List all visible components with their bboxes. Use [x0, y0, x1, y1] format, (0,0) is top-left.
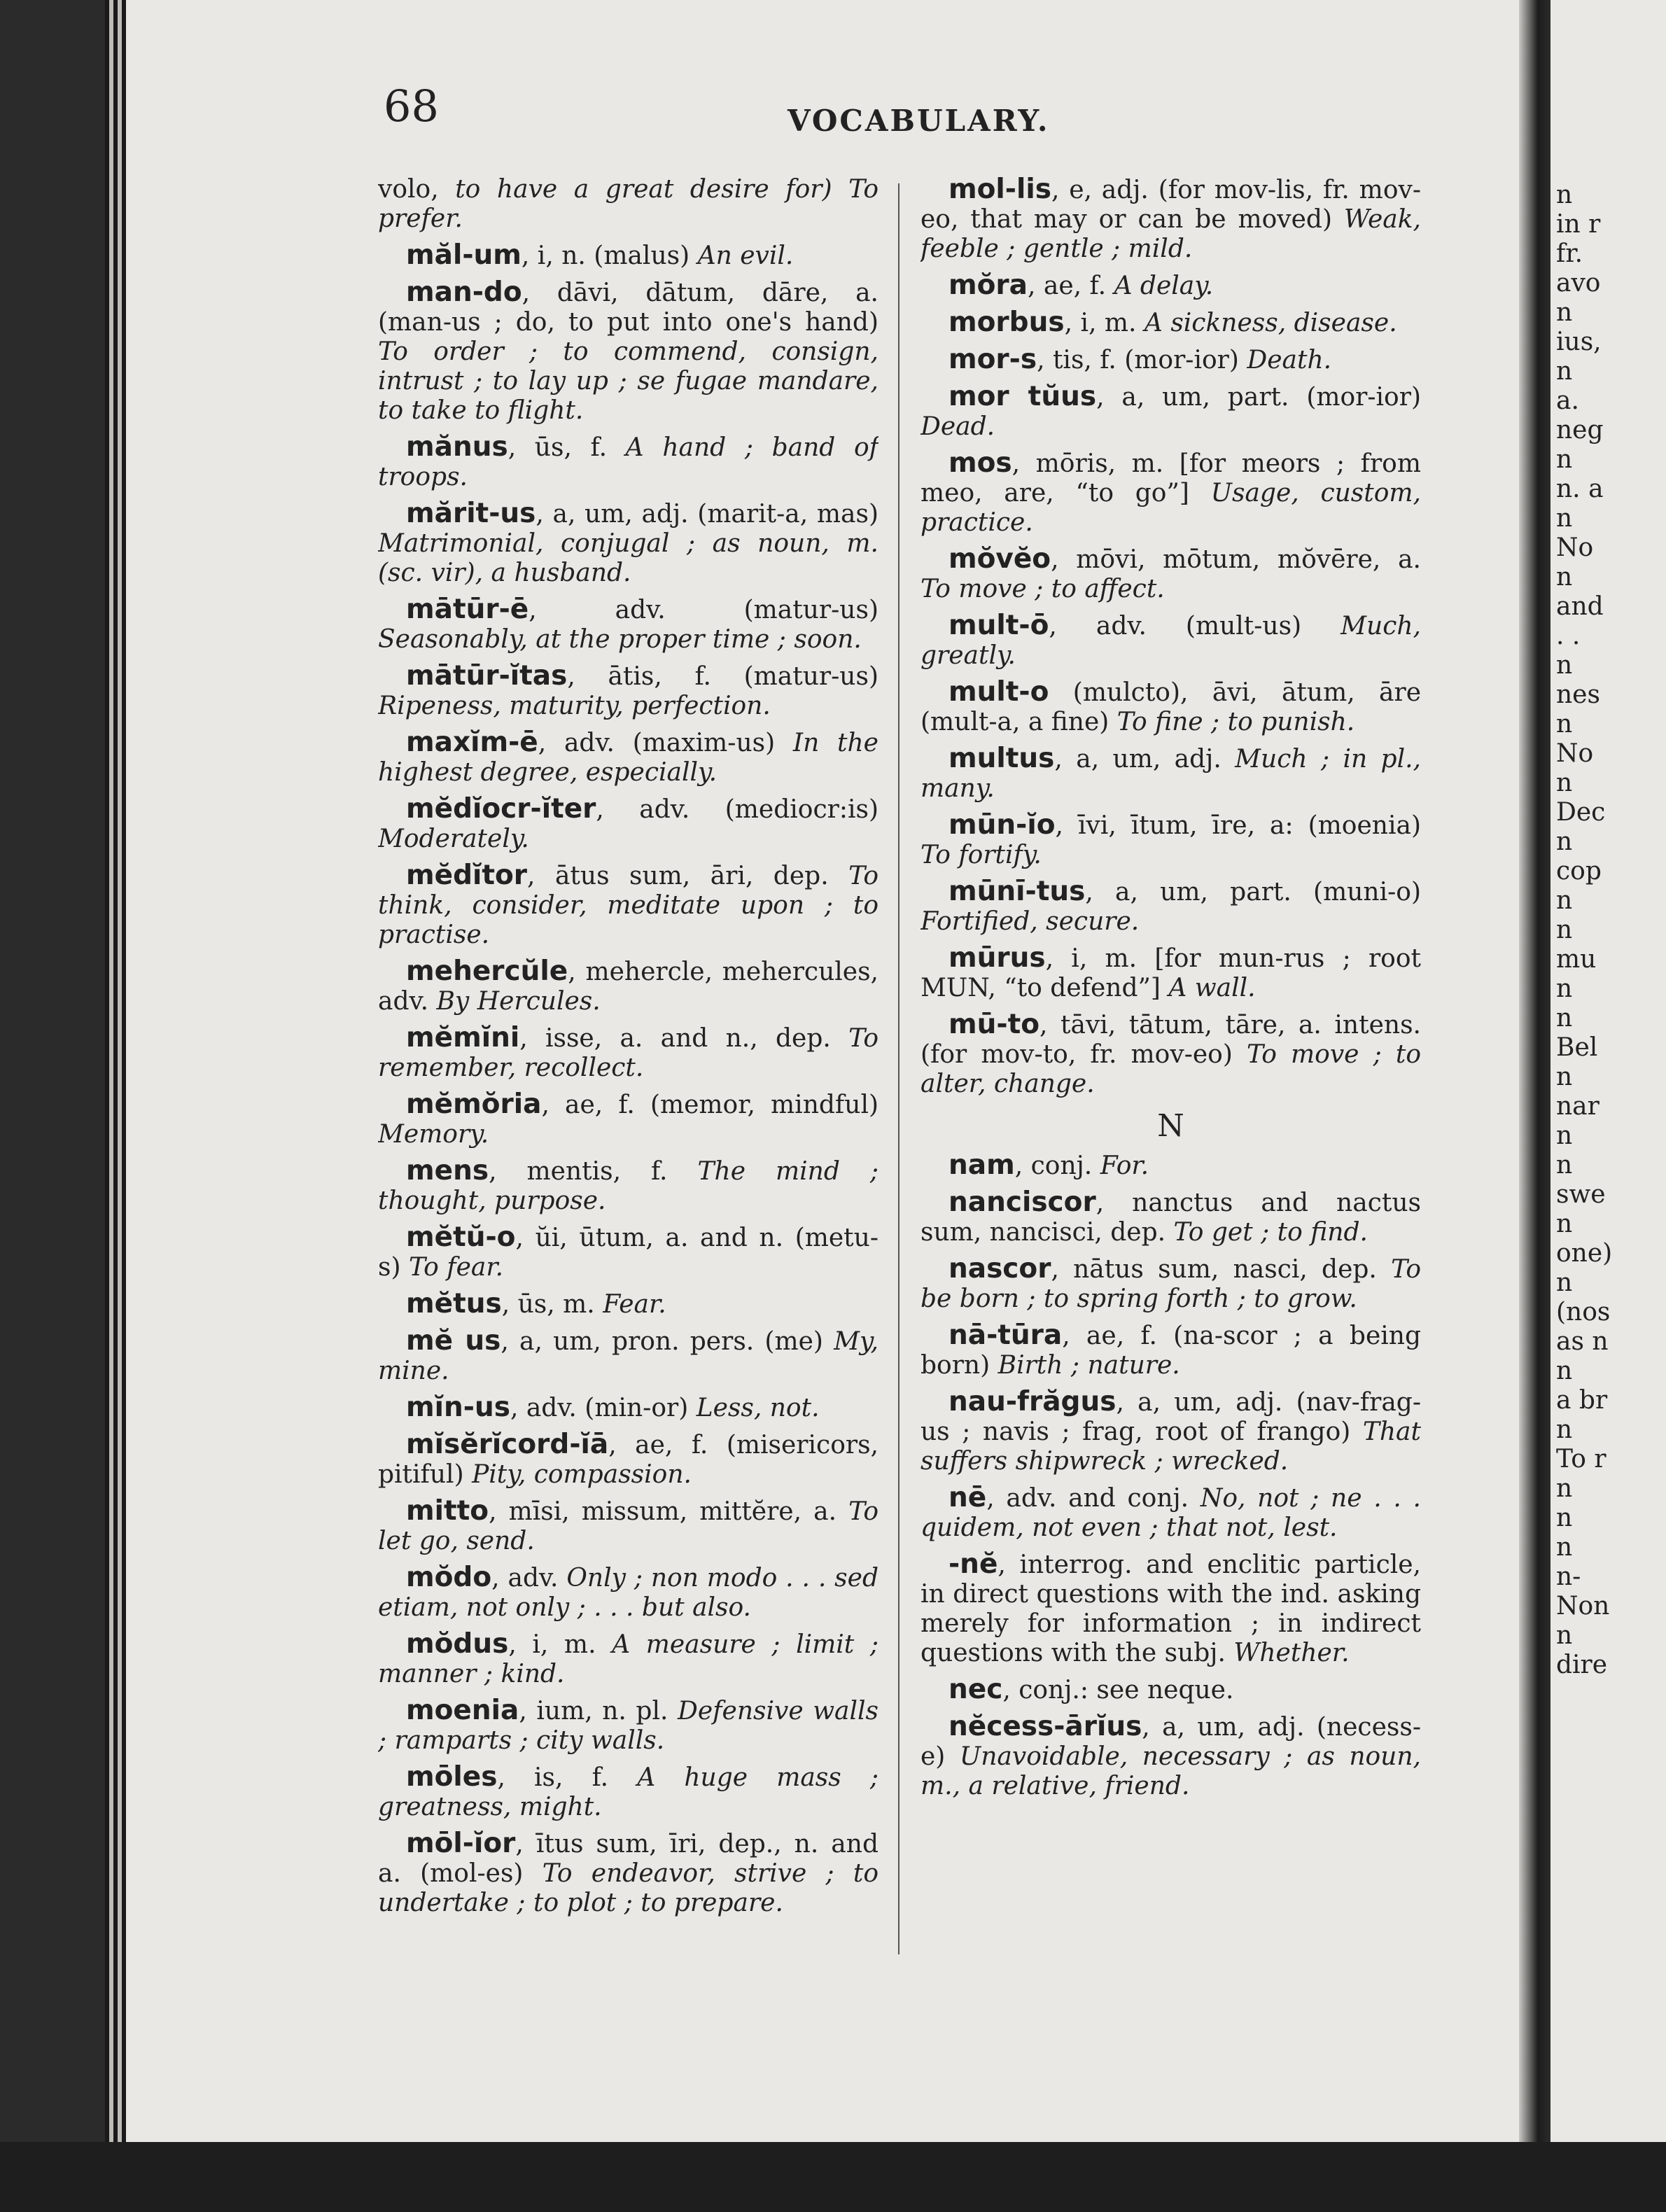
vocabulary-entry: [378, 1430, 878, 1490]
grammar: , a, um, pron. pers. (me): [500, 1327, 834, 1356]
vocabulary-entry: [378, 957, 878, 1016]
vocabulary-entry: [920, 175, 1421, 264]
facing-page-fragment: and: [1556, 592, 1604, 621]
headword: mehercŭle: [406, 955, 568, 987]
headword: mănus: [406, 431, 508, 463]
grammar: , a, um, adj. (nav-frag-us ; navis ; frag, root of frango): [920, 1388, 1421, 1446]
facing-page-fragment: n: [1556, 710, 1573, 738]
facing-page-fragment: n: [1556, 1004, 1573, 1032]
headword: nam: [948, 1149, 1015, 1181]
definition: A delay.: [1114, 272, 1214, 300]
vocabulary-entry: [378, 1090, 878, 1149]
definition: A measure ; limit ; manner ; kind.: [378, 1630, 878, 1688]
facing-page-fragment: Dec: [1556, 798, 1606, 827]
headword: moenia: [406, 1695, 519, 1726]
page-number: 68: [384, 80, 439, 132]
facing-page-fragment: n: [1556, 298, 1573, 327]
grammar: , ātus sum, āri, dep.: [527, 862, 849, 890]
definition: Defensive walls ; ramparts ; city walls.: [378, 1697, 878, 1755]
facing-page-fragment: n: [1556, 1151, 1573, 1180]
definition: Whether.: [1233, 1639, 1350, 1667]
definition: Ripeness, maturity, perfection.: [378, 692, 771, 720]
facing-page-fragment: n: [1556, 563, 1573, 592]
vocabulary-entry: [920, 449, 1421, 538]
facing-page-fragment: n: [1556, 827, 1573, 856]
grammar: , adv. (min-or): [510, 1394, 696, 1422]
headword: mĕtus: [406, 1288, 502, 1320]
headword: mōl-ĭor: [406, 1828, 516, 1859]
headword: maxĭm-ē: [406, 727, 538, 758]
facing-page-fragment: . .: [1556, 622, 1581, 650]
definition: Moderately.: [378, 825, 529, 853]
vocabulary-entry: [378, 728, 878, 788]
section-letter: N: [1157, 1108, 1184, 1144]
facing-page-fragment: in r: [1556, 210, 1601, 239]
definition: Less, not.: [696, 1394, 820, 1422]
vocabulary-entry: [378, 278, 878, 426]
facing-page-fragment: nes: [1556, 680, 1600, 709]
vocabulary-entry: [920, 382, 1421, 442]
definition: In the highest degree, especially.: [378, 729, 878, 787]
grammar: , a, um, part. (muni-o): [1085, 878, 1421, 906]
column-rule: [898, 183, 899, 1954]
definition: Pity, compassion.: [472, 1460, 692, 1489]
facing-page-fragment: a br: [1556, 1386, 1608, 1415]
vocabulary-entry: [378, 499, 878, 588]
vocabulary-entry: [378, 241, 878, 271]
vocabulary-entry: [920, 345, 1421, 375]
definition: To order ; to commend, consign, intrust ; to lay up ; se fugae mandare, to take to flight.: [378, 337, 878, 425]
facing-page-fragment: swe: [1556, 1180, 1606, 1209]
headword: nĕcess-ārĭus: [948, 1711, 1142, 1742]
grammar: , ae, f. (na-scor ; a being born): [920, 1322, 1421, 1380]
definition: No, not ; ne . . . quidem, not even ; that not, lest.: [920, 1484, 1421, 1542]
vocabulary-entry: [378, 1223, 878, 1282]
vocabulary-entry: [920, 1550, 1421, 1668]
vocabulary-entry: [920, 1010, 1421, 1099]
grammar: , conj.: [1014, 1152, 1100, 1180]
headword: mĕdĭocr-ĭter: [406, 793, 596, 825]
facing-page-fragment: n: [1556, 1121, 1573, 1150]
facing-page: [1550, 0, 1666, 2142]
headword: măl-um: [406, 239, 522, 271]
grammar: , isse, a. and n., dep.: [519, 1024, 849, 1053]
definition: Birth ; nature.: [997, 1351, 1180, 1380]
headword: mor tŭus: [948, 381, 1097, 412]
facing-page-fragment: one): [1556, 1239, 1613, 1268]
grammar: , e, adj. (for mov-lis, fr. mov-eo, that may or can be moved): [920, 176, 1421, 234]
grammar: , i, m.: [1064, 309, 1144, 337]
definition: Fear.: [603, 1290, 666, 1319]
headword: man-do: [406, 276, 522, 308]
grammar: , ītus sum, īri, dep., n. and a. (mol-es): [378, 1830, 878, 1888]
headword: mĕmĭni: [406, 1022, 520, 1054]
headword: mūn-ĭo: [948, 809, 1056, 841]
facing-page-fragment: dire: [1556, 1651, 1608, 1679]
grammar: , mentis, f.: [489, 1157, 698, 1186]
vocabulary-entry: [920, 811, 1421, 870]
facing-page-fragment: a.: [1556, 386, 1579, 415]
headword: nā-tūra: [948, 1320, 1063, 1351]
vocabulary-column-middle: [920, 175, 1421, 1974]
facing-page-fragment: n: [1556, 916, 1573, 944]
definition: The mind ; thought, purpose.: [378, 1157, 878, 1215]
headword: mĕtŭ-o: [406, 1222, 516, 1253]
definition: A sickness, disease.: [1144, 309, 1397, 337]
vocabulary-entry: [378, 861, 878, 950]
definition: Memory.: [378, 1120, 489, 1149]
grammar: , adv.: [491, 1564, 567, 1592]
headword: mult-o: [948, 676, 1049, 708]
definition: To remember, recollect.: [378, 1024, 878, 1082]
grammar: (mulcto), āvi, ātum, āre (mult-a, a fine): [920, 678, 1421, 736]
headword: mŏvĕo: [948, 543, 1051, 575]
definition: Much, greatly.: [920, 612, 1421, 670]
definition: Fortified, secure.: [920, 907, 1140, 936]
grammar: , ātis, f. (matur-us): [567, 662, 878, 691]
definition: To fear.: [408, 1253, 504, 1282]
facing-page-fragment: nar: [1556, 1092, 1600, 1121]
facing-page-fragment: No: [1556, 533, 1594, 562]
facing-page-fragment: n. a: [1556, 475, 1604, 503]
vocabulary-entry: [378, 433, 878, 492]
grammar: , a, um, adj.: [1054, 745, 1236, 774]
facing-page-fragment: n: [1556, 1415, 1573, 1444]
definition: That suffers shipwreck ; wrecked.: [920, 1418, 1421, 1476]
vocabulary-entry: [920, 1387, 1421, 1476]
grammar: , ium, n. pl.: [519, 1697, 678, 1726]
vocabulary-entry: [378, 1497, 878, 1556]
grammar: , adv. (maxim-us): [538, 729, 793, 757]
vocabulary-entry: [378, 1156, 878, 1216]
definition: To get ; to find.: [1173, 1218, 1368, 1247]
facing-page-fragment: mu: [1556, 945, 1597, 974]
vocabulary-entry: [920, 1151, 1421, 1181]
vocabulary-entry: [378, 1696, 878, 1756]
grammar: , tis, f. (mor-ior): [1037, 346, 1247, 374]
vocabulary-entry: [920, 271, 1421, 301]
definition: To move ; to alter, change.: [920, 1040, 1421, 1098]
grammar: , i, m.: [508, 1630, 612, 1659]
vocabulary-entry: [378, 1326, 878, 1386]
running-head: VOCABULARY.: [788, 104, 1050, 138]
vocabulary-entry: [378, 1630, 878, 1689]
vocabulary-entry: [378, 1393, 878, 1423]
headword: mult-ō: [948, 610, 1049, 641]
facing-page-fragment: No: [1556, 739, 1594, 768]
vocabulary-entry: [920, 744, 1421, 804]
grammar: , mehercle, mehercules, adv.: [378, 958, 878, 1016]
definition: An evil.: [697, 241, 794, 270]
headword: mitto: [406, 1495, 489, 1527]
facing-page-fragment: n: [1556, 1357, 1573, 1385]
vocabulary-entry: [920, 944, 1421, 1003]
facing-page-fragment: n-: [1556, 1562, 1581, 1591]
vocabulary-column-left: [378, 175, 878, 1974]
headword: mŏdo: [406, 1562, 492, 1593]
definition: By Hercules.: [436, 987, 601, 1016]
headword: mĭsĕrĭcord-ĭā: [406, 1429, 609, 1460]
headword: mĭn-us: [406, 1392, 510, 1423]
grammar: , nanctus and nactus sum, nancisci, dep.: [920, 1189, 1421, 1247]
headword: mărit-us: [406, 498, 536, 529]
headword: mĕ us: [406, 1325, 501, 1357]
vocabulary-entry: [920, 1483, 1421, 1543]
facing-page-fragment: n: [1556, 1533, 1573, 1562]
vocabulary-entry: [920, 611, 1421, 671]
book-gutter: [1519, 0, 1550, 2142]
headword: nau-frăgus: [948, 1386, 1116, 1418]
headword: mens: [406, 1155, 489, 1186]
facing-page-fragment: n: [1556, 769, 1573, 797]
vocabulary-entry: [378, 1289, 878, 1320]
headword: multus: [948, 743, 1055, 774]
grammar: , adv. (mediocr:is): [596, 795, 878, 824]
grammar: , mōris, m. [for meors ; from meo, are, “to go”]: [920, 449, 1421, 507]
grammar: , interrog. and enclitic particle, in direct questions with the ind. asking merely for information ; in indirect questions with the subj.: [920, 1550, 1421, 1667]
headword: mos: [948, 447, 1012, 479]
definition: Seasonably, at the proper time ; soon.: [378, 625, 862, 654]
headword: nē: [948, 1482, 987, 1513]
facing-page-fragments: [1550, 181, 1612, 1680]
definition: Only ; non modo . . . sed etiam, not only ; . . . but also.: [378, 1564, 878, 1622]
headword: mĕdĭtor: [406, 860, 528, 891]
vocabulary-entry: [378, 794, 878, 854]
scan-border: [0, 2142, 1666, 2212]
vocabulary-entry: [920, 1675, 1421, 1705]
facing-page-fragment: fr.: [1556, 239, 1583, 268]
headword: morbus: [948, 307, 1065, 338]
definition: Usage, custom, practice.: [920, 479, 1421, 537]
facing-page-fragment: To r: [1556, 1445, 1606, 1474]
grammar: , dāvi, dātum, dāre, a. (man-us ; do, to put into one's hand): [378, 279, 878, 337]
headword: mūnī-tus: [948, 876, 1086, 907]
vocabulary-entry: [378, 1563, 878, 1623]
definition: To think, consider, meditate upon ; to practise.: [378, 862, 878, 949]
vocabulary-entry: [378, 1023, 878, 1083]
facing-page-fragment: n: [1556, 1504, 1573, 1532]
definition: Weak, feeble ; gentle ; mild.: [920, 205, 1421, 263]
facing-page-fragment: Non: [1556, 1592, 1610, 1620]
headword: nascor: [948, 1253, 1051, 1284]
definition: A hand ; band of troops.: [378, 433, 878, 491]
definition: Unavoidable, necessary ; as noun, m., a relative, friend.: [920, 1742, 1421, 1800]
definition: To let go, send.: [378, 1497, 878, 1555]
facing-page-fragment: neg: [1556, 416, 1604, 444]
definition: A wall.: [1168, 974, 1256, 1002]
definition: To fine ; to punish.: [1116, 708, 1355, 736]
vocabulary-entry: [920, 877, 1421, 937]
definition: Dead.: [920, 412, 995, 441]
facing-page-fragment: cop: [1556, 857, 1602, 886]
vocabulary-entry: [920, 1254, 1421, 1314]
facing-page-fragment: n: [1556, 357, 1573, 386]
facing-page-fragment: ius,: [1556, 328, 1602, 356]
headword: -nĕ: [948, 1548, 998, 1580]
grammar: , ūs, m.: [501, 1290, 603, 1319]
vocabulary-entry: [920, 1712, 1421, 1801]
grammar: , adv. (matur-us): [528, 596, 878, 624]
definition: To move ; to affect.: [920, 575, 1165, 603]
headword: mŏdus: [406, 1628, 509, 1660]
grammar: , tāvi, tātum, tāre, a. intens. (for mov-to, fr. mov-eo): [920, 1011, 1421, 1069]
headword: mātūr-ĭtas: [406, 660, 568, 692]
facing-page-fragment: avo: [1556, 269, 1601, 298]
headword: mĕmŏria: [406, 1088, 542, 1120]
definition: My, mine.: [378, 1327, 878, 1385]
definition: Death.: [1247, 346, 1332, 374]
facing-page-fragment: n: [1556, 1268, 1573, 1297]
headword: mor-s: [948, 344, 1037, 375]
definition: A huge mass ; greatness, might.: [378, 1763, 878, 1821]
grammar: , ae, f. (misericors, pitiful): [378, 1431, 878, 1489]
vocabulary-entry: [378, 1763, 878, 1822]
vocabulary-entry: [378, 595, 878, 654]
grammar: , mīsi, missum, mittĕre, a.: [489, 1497, 849, 1526]
grammar: , ūs, f.: [507, 433, 626, 462]
grammar: , ae, f.: [1027, 272, 1114, 300]
definition: To be born ; to spring forth ; to grow.: [920, 1255, 1421, 1313]
facing-page-fragment: as n: [1556, 1327, 1609, 1356]
grammar: , mōvi, mōtum, mŏvēre, a.: [1051, 545, 1421, 574]
headword: mol-lis: [948, 175, 1051, 205]
vocabulary-entry: [920, 545, 1421, 604]
facing-page-fragment: n: [1556, 1474, 1573, 1503]
facing-page-fragment: n: [1556, 1621, 1573, 1650]
headword: mātūr-ē: [406, 594, 529, 625]
grammar: , a, um, adj. (marit-a, mas): [536, 500, 878, 528]
grammar: , adv. (mult-us): [1049, 612, 1341, 640]
headword: nec: [948, 1674, 1003, 1705]
definition: To endeavor, strive ; to undertake ; to plot ; to prepare.: [378, 1859, 878, 1917]
grammar: , a, um, adj. (necess-e): [920, 1713, 1421, 1771]
grammar: , īvi, ītum, īre, a: (moenia): [1055, 811, 1421, 840]
facing-page-fragment: n: [1556, 1210, 1573, 1238]
vocabulary-entry: [920, 308, 1421, 338]
definition: Matrimonial, conjugal ; as noun, m. (sc. vir), a husband.: [378, 529, 878, 587]
grammar: , conj.: see neque.: [1002, 1676, 1234, 1704]
definition: Much ; in pl., many.: [920, 745, 1421, 803]
facing-page-fragment: n: [1556, 651, 1573, 680]
facing-page-fragment: Bel: [1556, 1033, 1598, 1062]
facing-page-fragment: n: [1556, 445, 1573, 474]
definition: to have a great desire for) To prefer.: [378, 175, 878, 233]
headword: mōles: [406, 1761, 498, 1793]
grammar: , ŭi, ūtum, a. and n. (metu-s): [378, 1224, 878, 1282]
headword: nanciscor: [948, 1186, 1096, 1218]
vocabulary-entry: [378, 175, 878, 234]
vocabulary-entry: [378, 1829, 878, 1918]
grammar: , i, n. (malus): [521, 241, 698, 270]
facing-page-fragment: n: [1556, 504, 1573, 533]
headword: mūrus: [948, 942, 1046, 974]
vocabulary-entry: [920, 1321, 1421, 1380]
grammar: , ae, f. (memor, mindful): [541, 1091, 878, 1119]
facing-page-fragment: n: [1556, 886, 1573, 915]
vocabulary-entry: [378, 662, 878, 721]
definition: To fortify.: [920, 841, 1042, 869]
facing-page-fragment: n: [1556, 974, 1573, 1003]
facing-page-fragment: n: [1556, 1063, 1573, 1091]
grammar: , nātus sum, nasci, dep.: [1051, 1255, 1392, 1284]
grammar: , i, m. [for mun-rus ; root MUN, “to defend”]: [920, 944, 1421, 1002]
grammar: , adv. and conj.: [986, 1484, 1200, 1513]
grammar: , a, um, part. (mor-ior): [1096, 383, 1421, 412]
vocabulary-entry: [920, 1188, 1421, 1247]
vocabulary-entry: [920, 678, 1421, 737]
definition: For.: [1100, 1152, 1149, 1180]
headword: mū-to: [948, 1009, 1040, 1040]
grammar: volo,: [378, 175, 456, 204]
facing-page-fragment: n: [1556, 181, 1573, 209]
headword: mŏra: [948, 270, 1028, 301]
grammar: , is, f.: [497, 1763, 638, 1792]
facing-page-fragment: (nos: [1556, 1298, 1611, 1326]
